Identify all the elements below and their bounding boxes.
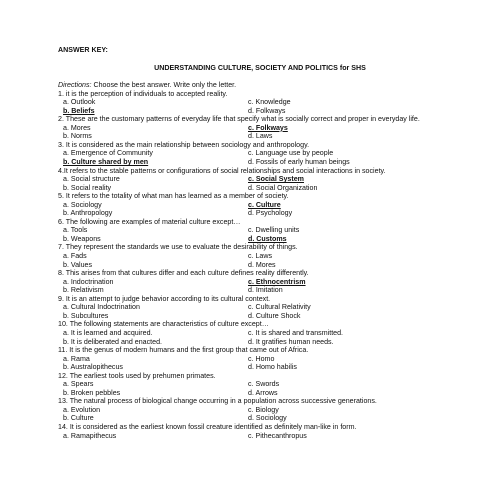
answer-option: a. Tools xyxy=(63,226,88,235)
answer-option: d. Mores xyxy=(248,260,276,269)
answer-option: a. Fads xyxy=(63,252,87,261)
answer-option: c. Language use by people xyxy=(248,149,334,158)
directions-text: Choose the best answer. Write only the letter. xyxy=(91,81,237,90)
answer-option: a. Sociology xyxy=(63,200,102,209)
answer-option: c. Pithecanthropus xyxy=(248,431,307,440)
answer-key-heading: ANSWER KEY: xyxy=(58,46,108,54)
correct-answer-option: b. Beliefs xyxy=(63,106,95,115)
answer-option: b. Culture xyxy=(63,414,94,423)
question-item xyxy=(58,423,462,440)
answer-option: a. Outlook xyxy=(63,98,96,107)
answer-options xyxy=(58,303,462,320)
answer-option: b. Values xyxy=(63,260,93,269)
answer-option: a. Evolution xyxy=(63,405,101,414)
answer-option: a. Spears xyxy=(63,380,94,389)
question-item xyxy=(58,90,462,116)
question-text: 7. They represent the standards we use to evaluate the desirability of things. xyxy=(58,243,298,252)
answer-options xyxy=(58,380,462,397)
answer-option: c. Dwelling units xyxy=(248,226,300,235)
answer-options xyxy=(58,149,462,166)
answer-option: a. Indoctrination xyxy=(63,277,114,286)
answer-options xyxy=(58,124,462,141)
correct-answer-option: b. Culture shared by men xyxy=(63,158,149,167)
question-item xyxy=(58,115,462,141)
answer-option: a. Social structure xyxy=(63,175,120,184)
answer-option: d. It gratifies human needs. xyxy=(248,337,334,346)
answer-option: c. Knowledge xyxy=(248,98,291,107)
answer-options xyxy=(58,252,462,269)
question-item xyxy=(58,269,462,295)
answer-option: d. Homo habilis xyxy=(248,363,297,372)
answer-option: b. Weapons xyxy=(63,234,101,243)
answer-options xyxy=(58,226,462,243)
answer-option: d. Laws xyxy=(248,132,273,141)
correct-answer-option: c. Culture xyxy=(248,200,281,209)
question-text: 1. it is the perception of individuals to accepted reality. xyxy=(58,89,228,98)
question-item xyxy=(58,218,462,244)
answer-option: c. Cultural Relativity xyxy=(248,303,311,312)
answer-options xyxy=(58,201,462,218)
question-item xyxy=(58,320,462,346)
question-text: 11. It is the genus of modern humans and the first group that came out of Africa. xyxy=(58,346,309,355)
answer-option: b. Anthropology xyxy=(63,209,113,218)
question-text: 9. It is an attempt to judge behavior according to its cultural context. xyxy=(58,294,271,303)
answer-options xyxy=(58,432,462,441)
correct-answer-option: c. Folkways xyxy=(248,123,288,132)
question-item xyxy=(58,192,462,218)
answer-option: d. Imitation xyxy=(248,286,283,295)
answer-option: a. Emergence of Community xyxy=(63,149,153,158)
answer-option: d. Sociology xyxy=(248,414,287,423)
answer-option: c. Swords xyxy=(248,380,280,389)
answer-key-document xyxy=(58,46,462,440)
answer-options xyxy=(58,406,462,423)
answer-option: b. Subcultures xyxy=(63,311,109,320)
question-text: 14. It is considered as the earliest known fossil creature identified as definitely man-like in form. xyxy=(58,422,357,431)
question-text: 13. The natural process of biological change occurring in a population across successive generations. xyxy=(58,397,377,406)
answer-option: b. Norms xyxy=(63,132,92,141)
question-text: 10. The following statements are characteristics of culture except… xyxy=(58,320,269,329)
answer-options xyxy=(58,355,462,372)
document-title: UNDERSTANDING CULTURE, SOCIETY AND POLITICS for SHS xyxy=(154,63,366,72)
question-item xyxy=(58,397,462,423)
answer-options xyxy=(58,329,462,346)
correct-answer-option: d. Customs xyxy=(248,234,287,243)
answer-option: c. Biology xyxy=(248,405,279,414)
correct-answer-option: c. Ethnocentrism xyxy=(248,277,306,286)
directions-label: Directions: xyxy=(58,81,92,90)
answer-option: b. Social reality xyxy=(63,183,112,192)
answer-option: c. It is shared and transmitted. xyxy=(248,328,344,337)
question-item xyxy=(58,346,462,372)
question-text: 3. It is considered as the main relationship between sociology and anthropology. xyxy=(58,140,310,149)
answer-option: d. Folkways xyxy=(248,106,286,115)
question-item xyxy=(58,243,462,269)
answer-option: a. Rama xyxy=(63,354,90,363)
question-text: 5. It refers to the totality of what man has learned as a member of society. xyxy=(58,192,289,201)
answer-option: c. Laws xyxy=(248,252,273,261)
question-item xyxy=(58,167,462,193)
answer-option: b. Broken pebbles xyxy=(63,388,121,397)
answer-option: d. Culture Shock xyxy=(248,311,301,320)
answer-options xyxy=(58,98,462,115)
question-text: 4.It refers to the stable patterns or configurations of social relationships and social interactions in society. xyxy=(58,166,386,175)
answer-option: a. It is learned and acquired. xyxy=(63,328,153,337)
answer-option: d. Fossils of early human beings xyxy=(248,158,350,167)
answer-option: c. Homo xyxy=(248,354,275,363)
question-text: 12. The earliest tools used by prehumen primates. xyxy=(58,371,216,380)
directions xyxy=(58,81,462,90)
answer-option: d. Social Organization xyxy=(248,183,318,192)
correct-answer-option: c. Social System xyxy=(248,175,304,184)
answer-option: b. Australopithecus xyxy=(63,363,123,372)
question-list xyxy=(58,90,462,440)
question-item xyxy=(58,141,462,167)
question-item xyxy=(58,372,462,398)
answer-option: b. It is deliberated and enacted. xyxy=(63,337,162,346)
answer-option: b. Relativism xyxy=(63,286,104,295)
answer-option: a. Ramapithecus xyxy=(63,431,117,440)
answer-options xyxy=(58,175,462,192)
answer-option: a. Mores xyxy=(63,123,91,132)
answer-option: d. Psychology xyxy=(248,209,293,218)
question-text: 2. These are the customary patterns of everyday life that specify what is socially correct and proper in everyday life. xyxy=(58,115,420,124)
question-text: 8. This arises from that cultures differ and each culture defines reality differently. xyxy=(58,269,309,278)
answer-option: d. Arrows xyxy=(248,388,278,397)
answer-options xyxy=(58,278,462,295)
question-item xyxy=(58,295,462,321)
answer-option: a. Cultural Indoctrination xyxy=(63,303,140,312)
question-text: 6. The following are examples of material culture except… xyxy=(58,217,241,226)
